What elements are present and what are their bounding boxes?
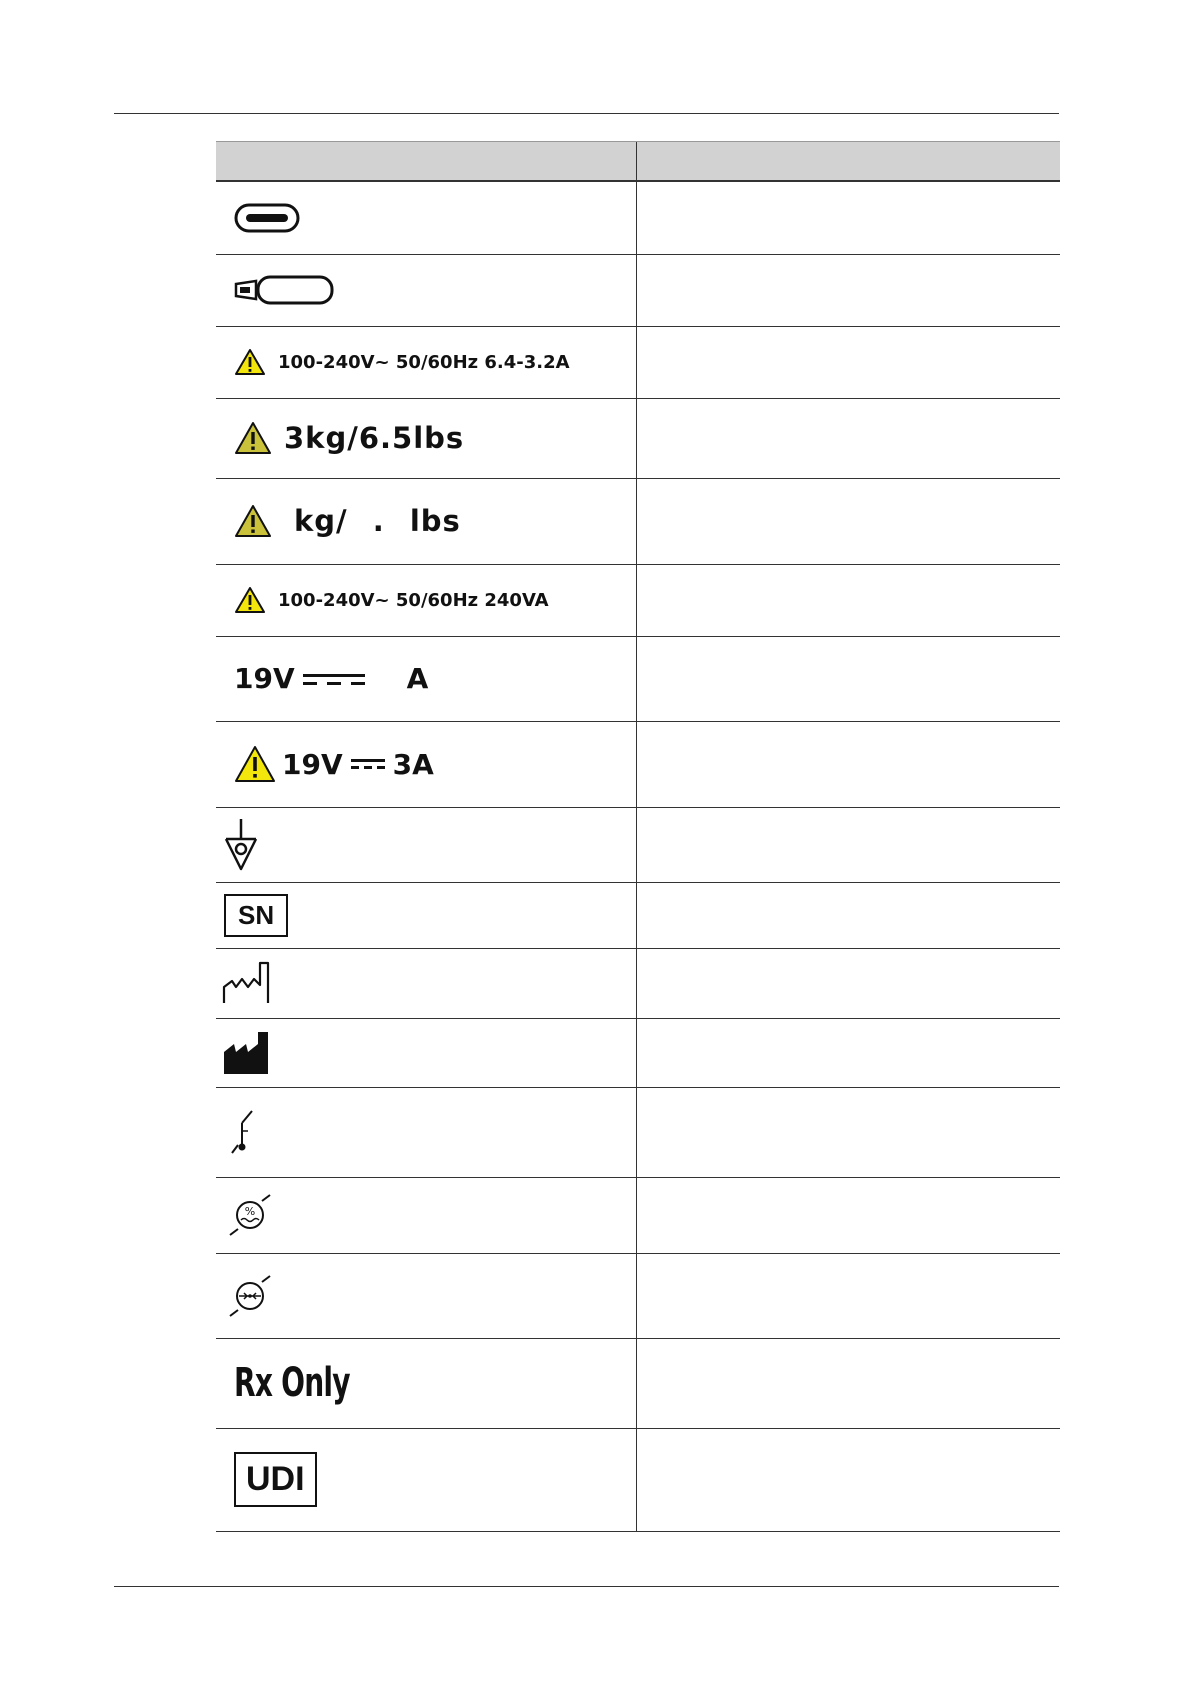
manufacturer-icon bbox=[222, 1030, 270, 1076]
table-header-row bbox=[216, 142, 1060, 182]
weight-label-blank: kg/ . lbs bbox=[294, 504, 461, 538]
warning-triangle-icon bbox=[234, 745, 276, 783]
prescription-only-label: Rx Only bbox=[234, 1360, 350, 1406]
table-row bbox=[216, 478, 1060, 564]
date-of-manufacture-icon bbox=[222, 961, 270, 1005]
symbols-table bbox=[216, 141, 1060, 1532]
table-row bbox=[216, 564, 1060, 636]
table-row bbox=[216, 1177, 1060, 1253]
symbol-cell bbox=[216, 948, 636, 1018]
warning-triangle-icon bbox=[234, 586, 266, 614]
top-rule bbox=[114, 113, 1059, 114]
symbol-cell bbox=[216, 181, 636, 254]
description-cell bbox=[636, 948, 1060, 1018]
description-cell bbox=[636, 398, 1060, 478]
current-label: A bbox=[406, 662, 429, 695]
symbol-cell bbox=[216, 1018, 636, 1087]
pressure-limit-icon bbox=[228, 1274, 272, 1318]
description-cell bbox=[636, 636, 1060, 721]
description-cell bbox=[636, 721, 1060, 807]
symbol-cell bbox=[216, 398, 636, 478]
table-row bbox=[216, 254, 1060, 326]
description-cell bbox=[636, 1087, 1060, 1177]
voltage-label: 19V bbox=[234, 662, 295, 695]
description-cell bbox=[636, 478, 1060, 564]
symbol-cell bbox=[216, 254, 636, 326]
table-row bbox=[216, 882, 1060, 948]
warning-triangle-icon bbox=[234, 348, 266, 376]
humidity-limit-icon bbox=[228, 1193, 272, 1237]
description-cell bbox=[636, 882, 1060, 948]
symbol-cell bbox=[216, 478, 636, 564]
svg-text:%: % bbox=[244, 1205, 256, 1218]
table-row bbox=[216, 948, 1060, 1018]
equipotential-icon bbox=[222, 817, 260, 873]
symbol-cell bbox=[216, 1253, 636, 1338]
table-row bbox=[216, 1338, 1060, 1428]
description-cell bbox=[636, 1253, 1060, 1338]
header-symbol bbox=[216, 142, 636, 182]
bottom-rule bbox=[114, 1586, 1059, 1587]
symbol-cell bbox=[216, 1338, 636, 1428]
table-row bbox=[216, 807, 1060, 882]
symbol-cell bbox=[216, 1177, 636, 1253]
symbol-cell bbox=[216, 1087, 636, 1177]
description-cell bbox=[636, 807, 1060, 882]
description-cell bbox=[636, 1428, 1060, 1531]
table-row bbox=[216, 1018, 1060, 1087]
table-row bbox=[216, 181, 1060, 254]
usb-c-port-icon bbox=[234, 202, 300, 234]
table-row bbox=[216, 1253, 1060, 1338]
description-cell bbox=[636, 326, 1060, 398]
dc-current-icon bbox=[301, 669, 367, 689]
table-row bbox=[216, 636, 1060, 721]
table-row bbox=[216, 721, 1060, 807]
table-row bbox=[216, 398, 1060, 478]
current-label: 3A bbox=[392, 747, 434, 781]
symbol-cell bbox=[216, 721, 636, 807]
warning-triangle-icon bbox=[234, 504, 272, 538]
udi-box: UDI bbox=[234, 1452, 317, 1507]
symbol-cell bbox=[216, 1428, 636, 1531]
symbol-cell bbox=[216, 636, 636, 721]
table-row bbox=[216, 1087, 1060, 1177]
table-row bbox=[216, 1428, 1060, 1531]
serial-number-box: SN bbox=[224, 894, 288, 937]
description-cell bbox=[636, 181, 1060, 254]
description-cell bbox=[636, 1018, 1060, 1087]
table-row bbox=[216, 326, 1060, 398]
power-rating-label: 100-240V~ 50/60Hz 240VA bbox=[278, 589, 549, 611]
voltage-label: 19V bbox=[282, 747, 343, 781]
temperature-limit-icon bbox=[228, 1109, 258, 1155]
power-rating-label: 100-240V~ 50/60Hz 6.4-3.2A bbox=[278, 351, 570, 373]
description-cell bbox=[636, 1177, 1060, 1253]
symbol-cell bbox=[216, 564, 636, 636]
dc-current-icon bbox=[349, 755, 387, 773]
description-cell bbox=[636, 254, 1060, 326]
warning-triangle-icon bbox=[234, 421, 272, 455]
weight-label: 3kg/6.5lbs bbox=[284, 421, 465, 455]
symbol-cell bbox=[216, 326, 636, 398]
usb-pen-drive-icon bbox=[234, 274, 334, 306]
description-cell bbox=[636, 564, 1060, 636]
symbol-cell bbox=[216, 882, 636, 948]
description-cell bbox=[636, 1338, 1060, 1428]
header-description bbox=[636, 142, 1060, 182]
symbol-cell bbox=[216, 807, 636, 882]
